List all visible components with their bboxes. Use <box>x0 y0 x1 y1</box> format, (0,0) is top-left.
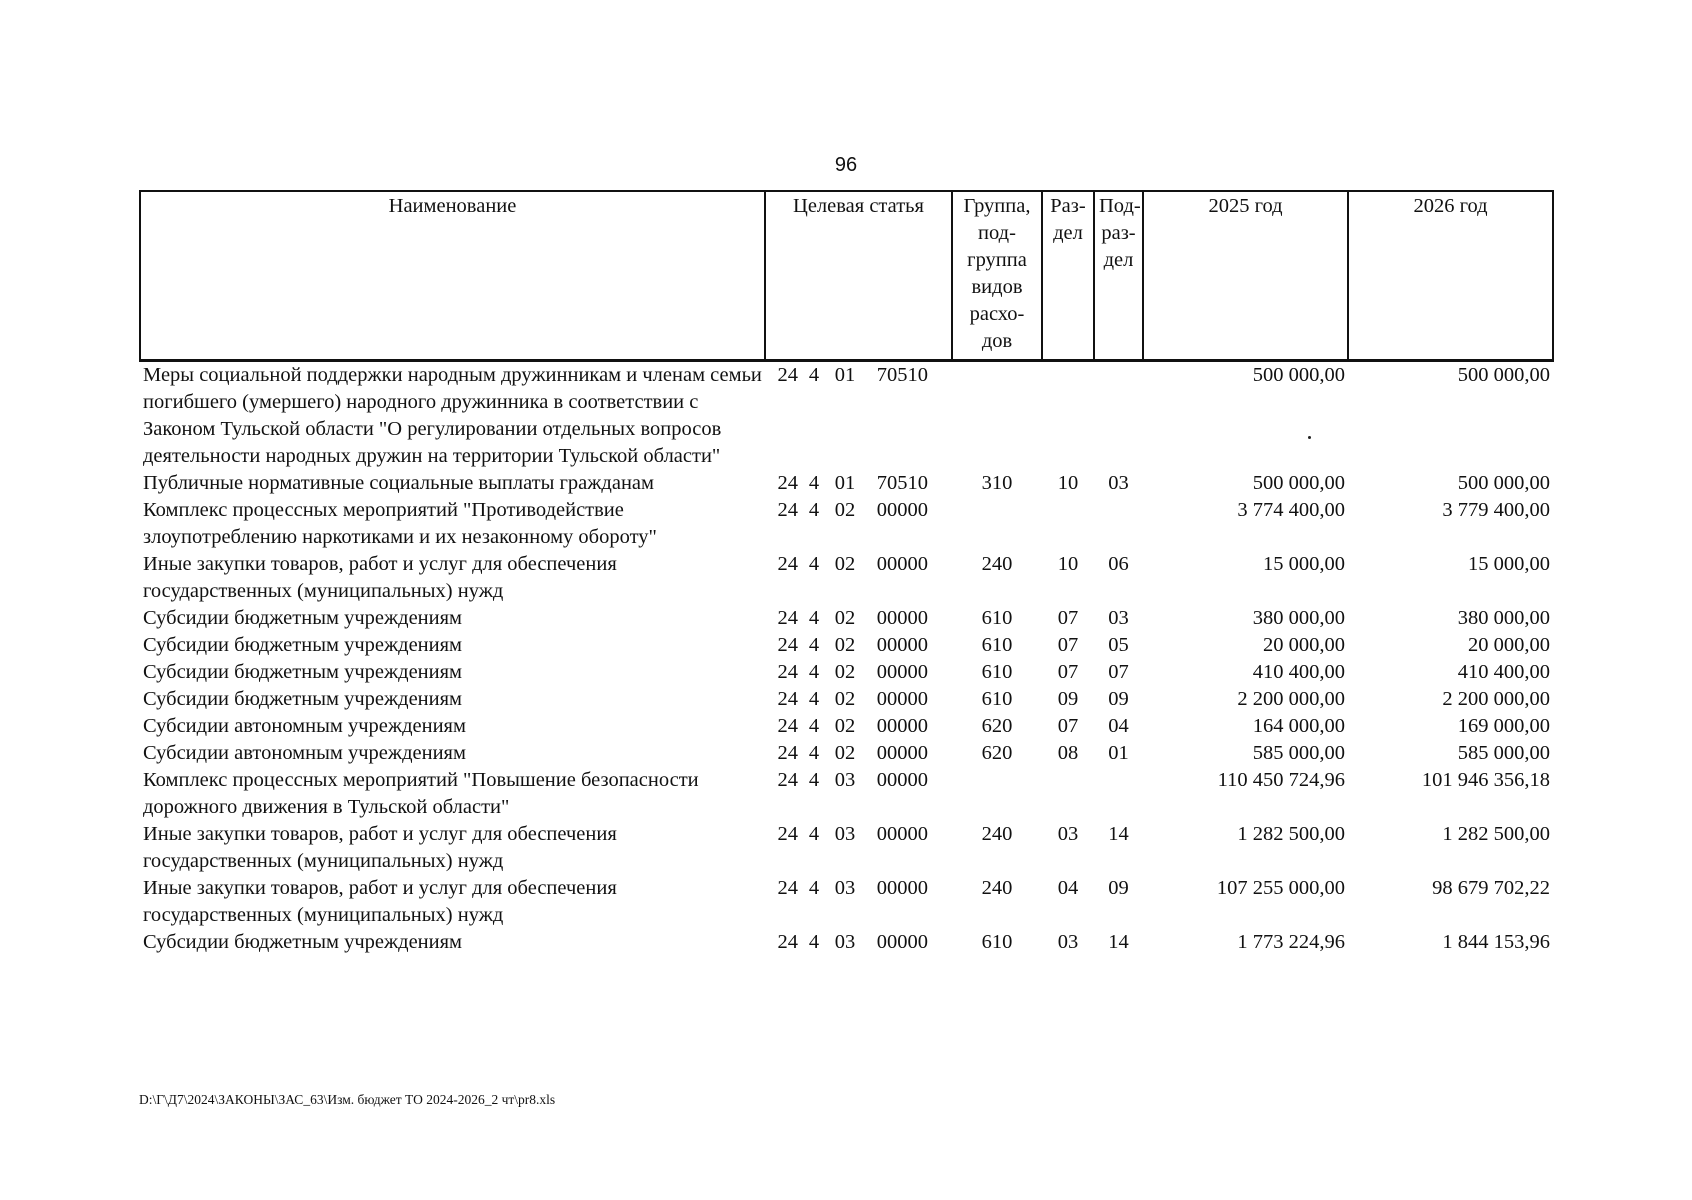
row-target-code <box>765 659 952 686</box>
row-group <box>952 767 1042 821</box>
code-direction: 00000 <box>876 553 928 575</box>
row-target-code <box>765 361 952 471</box>
budget-table <box>139 190 1554 956</box>
code-type: 4 <box>808 877 820 899</box>
row-name: Субсидии бюджетным учреждениям <box>143 607 463 629</box>
row-group <box>952 497 1042 551</box>
row-section: 07 <box>1057 715 1079 737</box>
row-section: 07 <box>1057 661 1079 683</box>
row-amount-2026: 410 400,00 <box>1457 661 1550 683</box>
row-section: 03 <box>1057 823 1079 845</box>
table-row <box>140 605 1553 632</box>
row-section <box>1042 361 1094 471</box>
code-program: 24 <box>777 634 798 656</box>
code-element: 03 <box>834 769 856 791</box>
code-program: 24 <box>777 661 798 683</box>
row-amount-2025: 2 200 000,00 <box>1237 688 1345 710</box>
code-element: 02 <box>834 742 856 764</box>
table-row <box>140 632 1553 659</box>
code-direction: 70510 <box>876 364 928 386</box>
row-group: 310 <box>981 472 1013 494</box>
code-program: 24 <box>777 364 798 386</box>
code-type: 4 <box>808 472 820 494</box>
code-element: 01 <box>834 472 856 494</box>
row-section <box>1042 767 1094 821</box>
row-section: 03 <box>1057 931 1079 953</box>
row-group: 240 <box>981 877 1013 899</box>
row-subsection: 03 <box>1108 607 1129 629</box>
row-amount-2025: 1 773 224,96 <box>1237 931 1345 953</box>
code-program: 24 <box>777 769 798 791</box>
code-element: 03 <box>834 877 856 899</box>
row-target-code <box>765 875 952 929</box>
code-type: 4 <box>808 661 820 683</box>
row-group: 240 <box>981 553 1013 575</box>
row-subsection: 07 <box>1108 661 1129 683</box>
row-subsection: 09 <box>1108 877 1129 899</box>
row-amount-2026: 500 000,00 <box>1457 364 1550 386</box>
code-direction: 00000 <box>876 634 928 656</box>
code-direction: 70510 <box>876 472 928 494</box>
row-section: 04 <box>1057 877 1079 899</box>
code-program: 24 <box>777 877 798 899</box>
code-element: 01 <box>834 364 856 386</box>
table-row <box>140 361 1553 471</box>
header-target: Целевая статья <box>765 191 952 361</box>
row-name: Иные закупки товаров, работ и услуг для обеспечения государственных (муниципальных) нужд <box>143 823 617 872</box>
code-element: 02 <box>834 553 856 575</box>
row-name: Субсидии бюджетным учреждениям <box>143 661 463 683</box>
row-section: 08 <box>1057 742 1079 764</box>
header-group: Группа, под-группа видов расхо-дов <box>952 191 1042 361</box>
code-type: 4 <box>808 742 820 764</box>
table-row <box>140 929 1553 956</box>
row-subsection: 09 <box>1108 688 1129 710</box>
row-name: Субсидии бюджетным учреждениям <box>143 688 463 710</box>
row-name: Субсидии бюджетным учреждениям <box>143 634 463 656</box>
row-target-code <box>765 686 952 713</box>
row-group: 610 <box>981 688 1013 710</box>
code-program: 24 <box>777 472 798 494</box>
row-amount-2025: 110 450 724,96 <box>1217 769 1345 791</box>
row-amount-2026: 500 000,00 <box>1457 472 1550 494</box>
code-element: 02 <box>834 661 856 683</box>
code-direction: 00000 <box>876 877 928 899</box>
code-program: 24 <box>777 742 798 764</box>
row-subsection: 03 <box>1108 472 1129 494</box>
code-element: 02 <box>834 715 856 737</box>
code-program: 24 <box>777 499 798 521</box>
code-direction: 00000 <box>876 715 928 737</box>
row-amount-2026: 1 844 153,96 <box>1442 931 1550 953</box>
code-program: 24 <box>777 553 798 575</box>
code-element: 03 <box>834 823 856 845</box>
code-program: 24 <box>777 823 798 845</box>
code-program: 24 <box>777 931 798 953</box>
row-target-code <box>765 605 952 632</box>
code-type: 4 <box>808 553 820 575</box>
row-subsection <box>1094 497 1143 551</box>
table-row <box>140 497 1553 551</box>
row-target-code <box>765 767 952 821</box>
table-row <box>140 713 1553 740</box>
code-type: 4 <box>808 634 820 656</box>
table-row <box>140 686 1553 713</box>
row-subsection <box>1094 767 1143 821</box>
row-target-code <box>765 929 952 956</box>
row-amount-2026: 380 000,00 <box>1457 607 1550 629</box>
table-row <box>140 659 1553 686</box>
row-amount-2025: 585 000,00 <box>1252 742 1345 764</box>
row-subsection: 06 <box>1108 553 1129 575</box>
header-year-2026: 2026 год <box>1348 191 1553 361</box>
row-amount-2026: 3 779 400,00 <box>1442 499 1550 521</box>
table-row <box>140 875 1553 929</box>
row-name: Комплекс процессных мероприятий "Противодействие злоупотреблению наркотиками и их незаконному обороту" <box>143 499 657 548</box>
table-row <box>140 767 1553 821</box>
row-target-code <box>765 713 952 740</box>
code-direction: 00000 <box>876 823 928 845</box>
row-subsection: 14 <box>1108 823 1129 845</box>
row-target-code <box>765 632 952 659</box>
table-row <box>140 821 1553 875</box>
row-group: 620 <box>981 715 1013 737</box>
code-program: 24 <box>777 688 798 710</box>
row-amount-2026: 1 282 500,00 <box>1442 823 1550 845</box>
row-amount-2025: 380 000,00 <box>1252 607 1345 629</box>
page-number: 96 <box>834 154 858 176</box>
code-direction: 00000 <box>876 742 928 764</box>
row-subsection <box>1094 361 1143 471</box>
row-subsection: 14 <box>1108 931 1129 953</box>
row-amount-2025: 3 774 400,00 <box>1237 499 1345 521</box>
row-amount-2026: 101 946 356,18 <box>1421 769 1550 791</box>
row-target-code <box>765 740 952 767</box>
row-section: 09 <box>1057 688 1079 710</box>
row-amount-2025: 500 000,00 <box>1252 472 1345 494</box>
row-group: 610 <box>981 661 1013 683</box>
header-name: Наименование <box>140 191 765 361</box>
row-target-code <box>765 821 952 875</box>
row-name: Иные закупки товаров, работ и услуг для обеспечения государственных (муниципальных) нужд <box>143 553 617 602</box>
code-direction: 00000 <box>876 769 928 791</box>
row-amount-2026: 169 000,00 <box>1457 715 1550 737</box>
row-section: 07 <box>1057 607 1079 629</box>
code-type: 4 <box>808 931 820 953</box>
row-subsection: 01 <box>1108 742 1129 764</box>
row-group: 620 <box>981 742 1013 764</box>
code-program: 24 <box>777 607 798 629</box>
row-section: 10 <box>1057 472 1079 494</box>
code-type: 4 <box>808 823 820 845</box>
code-direction: 00000 <box>876 499 928 521</box>
row-amount-2026: 20 000,00 <box>1468 634 1550 656</box>
row-amount-2025: 20 000,00 <box>1263 634 1345 656</box>
code-element: 02 <box>834 607 856 629</box>
row-target-code <box>765 497 952 551</box>
row-target-code <box>765 470 952 497</box>
code-type: 4 <box>808 499 820 521</box>
footer-file-path: D:\Г\Д7\2024\ЗАКОНЫ\ЗАС_63\Изм. бюджет ТО 2024-2026_2 чт\pr8.xls <box>139 1092 556 1107</box>
row-name: Субсидии автономным учреждениям <box>143 715 466 737</box>
row-section <box>1042 497 1094 551</box>
row-name: Субсидии автономным учреждениям <box>143 742 466 764</box>
row-group: 240 <box>981 823 1013 845</box>
row-name: Комплекс процессных мероприятий "Повышение безопасности дорожного движения в Тульской области" <box>143 769 699 818</box>
row-name: Публичные нормативные социальные выплаты гражданам <box>143 472 655 494</box>
table-row <box>140 470 1553 497</box>
row-amount-2025: 500 000,00 <box>1252 364 1345 386</box>
row-amount-2025: 410 400,00 <box>1252 661 1345 683</box>
code-program: 24 <box>777 715 798 737</box>
scan-dot-mark <box>1308 436 1311 439</box>
row-subsection: 05 <box>1108 634 1129 656</box>
code-element: 02 <box>834 634 856 656</box>
row-group: 610 <box>981 931 1013 953</box>
table-row <box>140 551 1553 605</box>
code-direction: 00000 <box>876 688 928 710</box>
row-amount-2026: 98 679 702,22 <box>1432 877 1550 899</box>
row-name: Иные закупки товаров, работ и услуг для обеспечения государственных (муниципальных) нужд <box>143 877 617 926</box>
header-year-2025: 2025 год <box>1143 191 1348 361</box>
row-amount-2026: 2 200 000,00 <box>1442 688 1550 710</box>
code-type: 4 <box>808 364 820 386</box>
row-amount-2026: 15 000,00 <box>1468 553 1550 575</box>
row-section: 07 <box>1057 634 1079 656</box>
row-name: Меры социальной поддержки народным дружинникам и членам семьи погибшего (умершего) народного дружинника в соответствии с Законом Тульской области "О регулировании отдельных вопросов деятельности народных дружин на территории Тульской области" <box>143 364 762 467</box>
row-subsection: 04 <box>1108 715 1129 737</box>
row-section: 10 <box>1057 553 1079 575</box>
row-amount-2025: 164 000,00 <box>1252 715 1345 737</box>
code-direction: 00000 <box>876 661 928 683</box>
code-type: 4 <box>808 769 820 791</box>
code-type: 4 <box>808 688 820 710</box>
row-amount-2025: 107 255 000,00 <box>1216 877 1345 899</box>
code-element: 02 <box>834 499 856 521</box>
row-group: 610 <box>981 607 1013 629</box>
row-group <box>952 361 1042 471</box>
code-element: 03 <box>834 931 856 953</box>
code-type: 4 <box>808 607 820 629</box>
row-target-code <box>765 551 952 605</box>
header-section: Раз-дел <box>1042 191 1094 361</box>
header-subsection: Под-раз-дел <box>1094 191 1143 361</box>
row-group: 610 <box>981 634 1013 656</box>
code-type: 4 <box>808 715 820 737</box>
row-name: Субсидии бюджетным учреждениям <box>143 931 463 953</box>
row-amount-2026: 585 000,00 <box>1457 742 1550 764</box>
row-amount-2025: 15 000,00 <box>1263 553 1345 575</box>
code-direction: 00000 <box>876 607 928 629</box>
code-direction: 00000 <box>876 931 928 953</box>
table-header <box>140 191 1553 361</box>
row-amount-2025: 1 282 500,00 <box>1237 823 1345 845</box>
code-element: 02 <box>834 688 856 710</box>
table-row <box>140 740 1553 767</box>
